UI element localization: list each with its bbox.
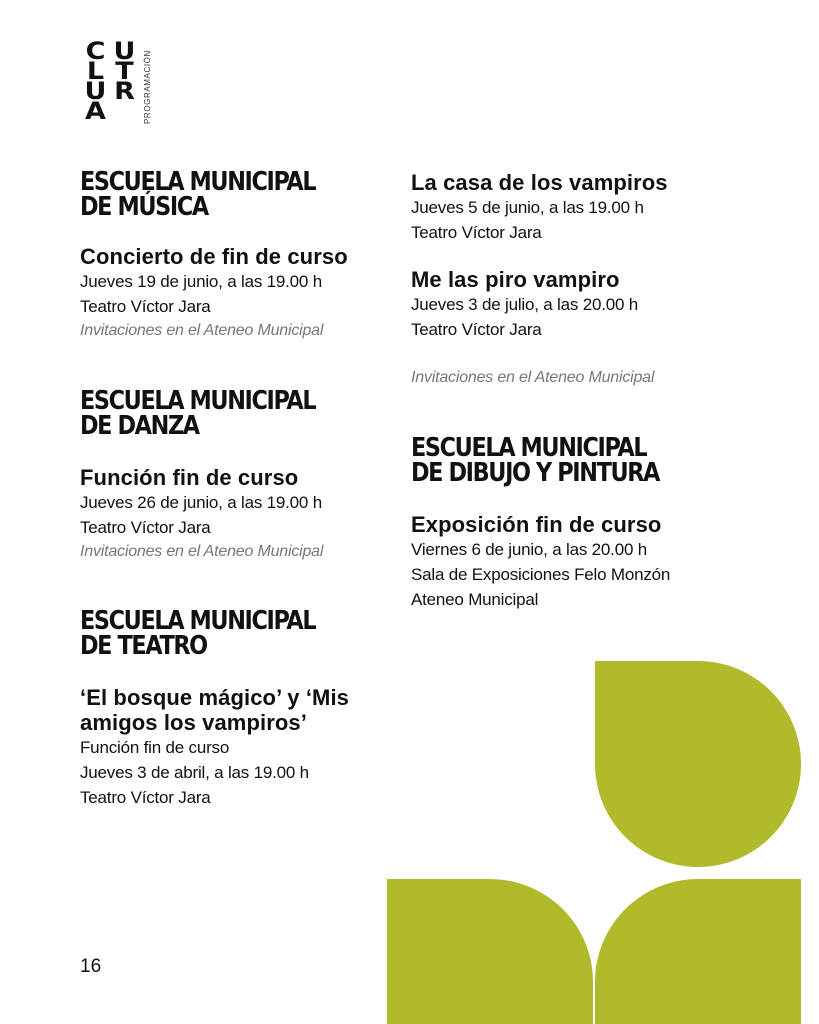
section-musica [80,167,390,343]
event-venue: Teatro Víctor Jara [80,788,211,807]
section-title-dibujo: ESCUELA MUNICIPAL DE DIBUJO Y PINTURA [411,433,660,488]
event-date: Viernes 6 de junio, a las 20.00 h [411,540,647,559]
decorative-quarter-shape [595,879,801,1024]
event-venue: Teatro Víctor Jara [80,518,211,537]
section-title-danza: ESCUELA MUNICIPAL DE DANZA [80,386,316,441]
section-title-musica: ESCUELA MUNICIPAL DE MÚSICA [80,167,316,222]
logo-letter: T [115,57,132,86]
decorative-leaf-shape [595,661,801,867]
event-venue: Teatro Víctor Jara [411,320,542,339]
decorative-quarter-shape [387,879,593,1024]
left-column [80,167,390,810]
event-title-concierto: Concierto de fin de curso [80,244,348,269]
logo-letter: A [85,97,104,126]
event-subtitle: Función fin de curso [80,738,230,757]
event-title-exposicion: Exposición fin de curso [411,512,662,537]
invitation-note: Invitaciones en el Ateneo Municipal [80,543,324,560]
event-title-funcion: Función fin de curso [80,465,299,490]
logo-letter: U [113,37,134,66]
teatro-events-continued [411,170,731,390]
event-venue: Sala de Exposiciones Felo Monzón [411,565,671,584]
event-title-bosque-magico: ‘El bosque mágico’ y ‘Mis amigos los vampiros’ [80,685,350,735]
section-teatro [80,606,390,810]
event-date: Jueves 3 de julio, a las 20.00 h [411,295,639,314]
logo-letter: L [86,57,103,86]
event-date: Jueves 19 de junio, a las 19.00 h [80,272,322,291]
section-danza [80,386,390,564]
event-title-casa-vampiros: La casa de los vampiros [411,170,668,195]
event-date: Jueves 26 de junio, a las 19.00 h [80,493,322,512]
page-number: 16 [80,956,102,977]
logo-letter: C [85,37,104,66]
section-dibujo [411,433,731,612]
logo-subtitle: PROGRAMACIÓN [143,50,152,124]
invitation-note: Invitaciones en el Ateneo Municipal [80,322,324,339]
right-column [411,170,731,612]
logo-letter: U [84,77,105,106]
invitation-note: Invitaciones en el Ateneo Municipal [411,369,655,386]
section-title-teatro: ESCUELA MUNICIPAL DE TEATRO [80,606,316,661]
event-date: Jueves 3 de abril, a las 19.00 h [80,763,309,782]
event-title-piro-vampiro: Me las piro vampiro [411,267,620,292]
logo-letter: R [114,77,133,106]
event-venue: Ateneo Municipal [411,590,539,609]
event-venue: Teatro Víctor Jara [80,297,211,316]
logo-letters [80,37,138,126]
event-venue: Teatro Víctor Jara [411,223,542,242]
event-date: Jueves 5 de junio, a las 19.00 h [411,198,644,217]
